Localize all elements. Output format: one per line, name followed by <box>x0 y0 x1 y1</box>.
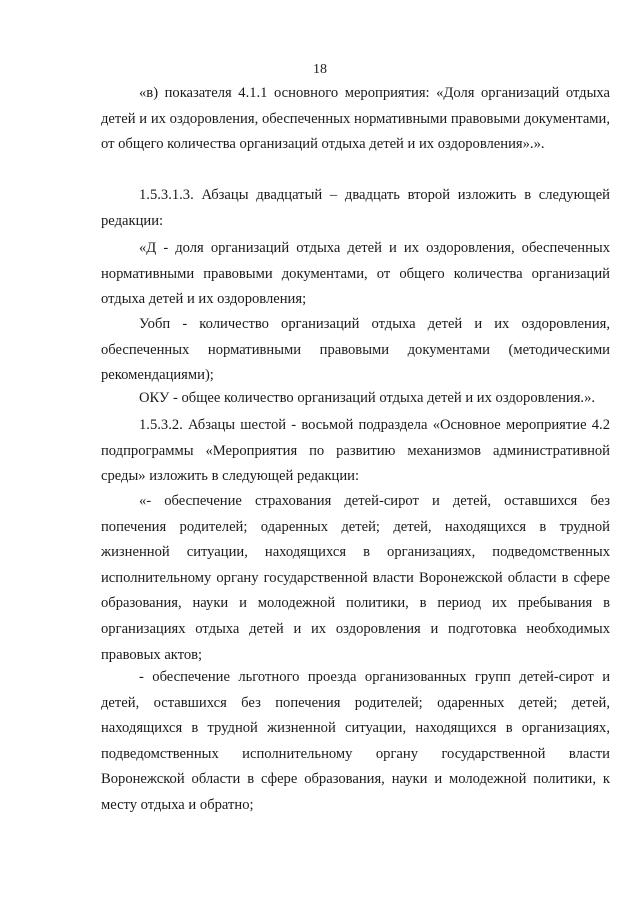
paragraph-text: - обеспечение льготного проезда организованных групп детей-сирот и детей, оставшихся без попечения родителей; одаренных детей; детей, находящихся в трудной жизненной ситуации, находящихся в организациях, подведомственных исполнительному органу государственной власти Воронежской области в сфере образования, науки и молодежной политики, к месту отдыха и обратно; <box>101 669 610 813</box>
paragraph-travel <box>101 665 610 819</box>
paragraph-text: 1.5.3.1.3. Абзацы двадцатый – двадцать второй изложить в следующей редакции: <box>101 187 610 229</box>
paragraph-definition-oku <box>101 386 610 412</box>
paragraph-text: Уобп - количество организаций отдыха детей и их оздоровления, обеспеченных нормативными правовыми документами (методическими рекомендациями); <box>101 316 610 384</box>
paragraph-text: «Д - доля организаций отдыха детей и их оздоровления, обеспеченных нормативными правовыми документами, от общего количества организаций отдыха детей и их оздоровления; <box>101 240 610 308</box>
paragraph-text: 1.5.3.2. Абзацы шестой - восьмой подраздела «Основное мероприятие 4.2 подпрограммы «Мероприятия по развитию механизмов административной среды» изложить в следующей редакции: <box>101 417 610 485</box>
paragraph-insurance <box>101 489 610 668</box>
paragraph-text: «в) показателя 4.1.1 основного мероприятия: «Доля организаций отдыха детей и их оздоровления, обеспеченных нормативными правовыми документами, от общего количества организаций отдыха детей и их оздоровления».». <box>101 85 610 153</box>
paragraph-text: «- обеспечение страхования детей-сирот и детей, оставшихся без попечения родителей; одаренных детей; детей, находящихся в трудной жизненной ситуации, находящихся в организациях, подведомственных исполнительному органу государственной власти Воронежской области в сфере образования, науки и молодежной политики, в период их пребывания в организациях отдыха детей и их оздоровления и подготовка необходимых правовых актов; <box>101 493 610 663</box>
paragraph-text: ОКУ - общее количество организаций отдыха детей и их оздоровления.». <box>139 390 596 406</box>
paragraph-indicator-4-1-1 <box>101 81 610 158</box>
paragraph-1-5-3-2 <box>101 413 610 490</box>
paragraph-definition-u <box>101 312 610 389</box>
page-number: 18 <box>313 62 327 77</box>
paragraph-1-5-3-1-3 <box>101 183 610 234</box>
paragraph-definition-d <box>101 236 610 313</box>
